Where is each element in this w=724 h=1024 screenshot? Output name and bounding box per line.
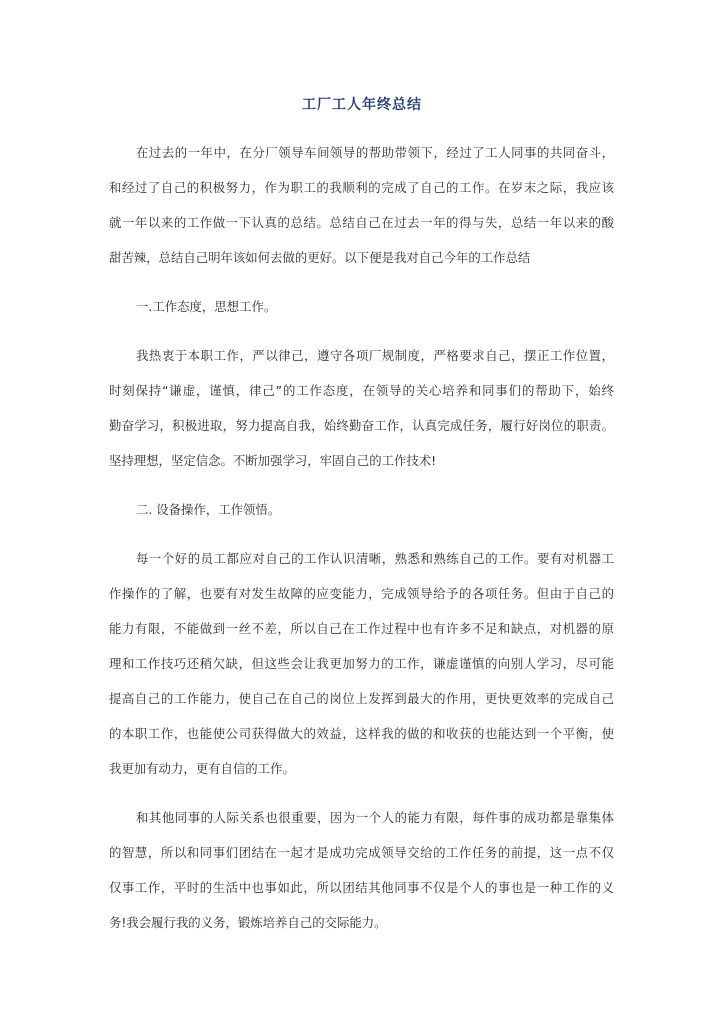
paragraph-line: 我更加有动力，更有自信的工作。 (109, 761, 295, 776)
paragraph-line: 在过去的一年中，在分厂领导车间领导的帮助带领下，经过了工人同事的共同奋斗， (136, 145, 614, 160)
paragraph-line: 务!我会履行我的义务，锻炼培养自己的交际能力。 (109, 915, 387, 930)
paragraph-line: 坚持理想，坚定信念。不断加强学习，牢固自己的工作技术! (109, 453, 437, 468)
paragraph-line: 作操作的了解，也要有对发生故障的应变能力，完成领导给予的各项任务。但由于自己的 (109, 586, 614, 601)
paragraph-line: 时刻保持“谦虚，谨慎，律己”的工作态度，在领导的关心培养和同事们的帮助下，始终 (109, 383, 614, 398)
paragraph-line: 每一个好的员工都应对自己的工作认识清晰，熟悉和熟练自己的工作。要有对机器工 (136, 551, 614, 566)
paragraph-line: 勤奋学习，积极进取，努力提高自我，始终勤奋工作，认真完成任务，履行好岗位的职责。 (109, 418, 614, 433)
section-heading: 一.工作态度，思想工作。 (136, 299, 277, 314)
paragraph-line: 甜苦辣，总结自己明年该如何去做的更好。以下便是我对自己今年的工作总结 (109, 250, 531, 265)
paragraph-line: 的智慧，所以和同事们团结在一起才是成功完成领导交给的工作任务的前提，这一点不仅 (109, 845, 614, 860)
section-heading: 二. 设备操作，工作领悟。 (136, 502, 281, 517)
paragraph-line: 理和工作技巧还稍欠缺，但这些会让我更加努力的工作，谦虚谨慎的向别人学习，尽可能 (109, 656, 614, 671)
paragraph-line: 仅事工作，平时的生活中也事如此，所以团结其他同事不仅是个人的事也是一种工作的义 (109, 880, 614, 895)
paragraph-line: 提高自己的工作能力，使自己在自己的岗位上发挥到最大的作用，更快更效率的完成自己 (109, 691, 614, 706)
paragraph-line: 的本职工作，也能使公司获得做大的效益，这样我的做的和收获的也能达到一个平衡，使 (109, 726, 614, 741)
paragraph-line: 就一年以来的工作做一下认真的总结。总结自己在过去一年的得与失，总结一年以来的酸 (109, 215, 614, 230)
paragraph-line: 和其他同事的人际关系也很重要，因为一个人的能力有限，每件事的成功都是靠集体 (136, 810, 614, 825)
paragraph-line: 能力有限，不能做到一丝不差，所以自己在工作过程中也有许多不足和缺点，对机器的原 (109, 621, 614, 636)
document-title: 工厂工人年终总结 (302, 97, 422, 113)
paragraph-line: 和经过了自己的积极努力，作为职工的我顺利的完成了自己的工作。在岁末之际，我应该 (109, 180, 614, 195)
paragraph-line: 我热衷于本职工作，严以律己，遵守各项厂规制度，严格要求自己，摆正工作位置， (136, 348, 614, 363)
